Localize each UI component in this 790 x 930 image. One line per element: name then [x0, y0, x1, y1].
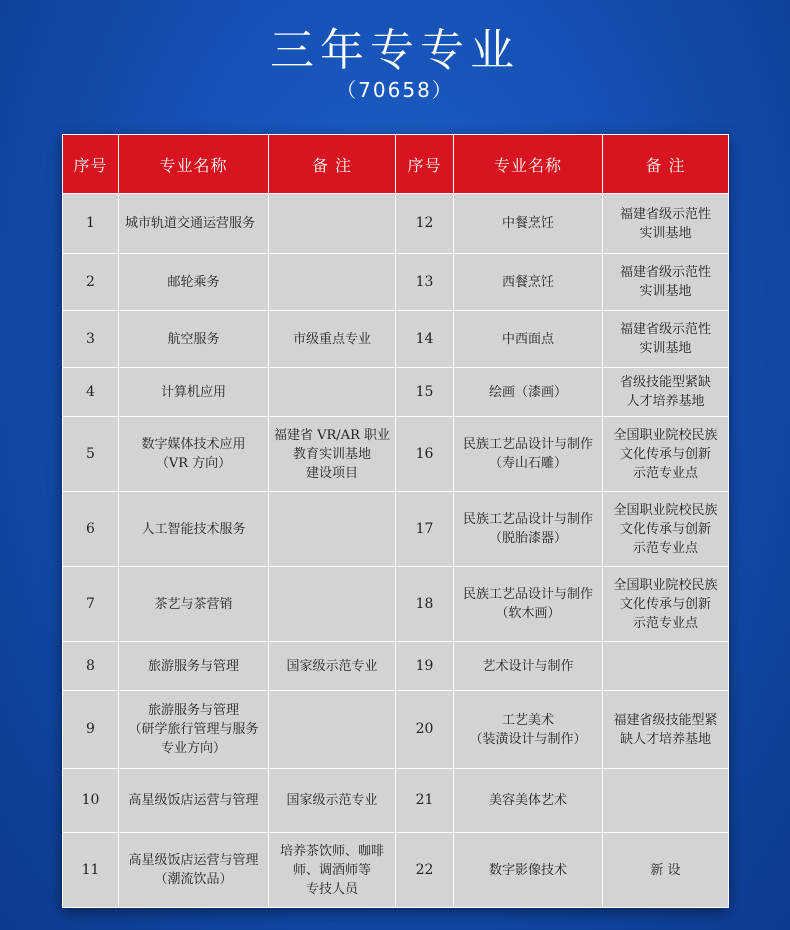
table-row: [63, 833, 729, 908]
table-header-row: [63, 135, 729, 194]
row-number: 5: [63, 417, 119, 492]
major-name: 旅游服务与管理: [119, 642, 269, 691]
remark: [269, 567, 396, 642]
major-name: 航空服务: [119, 311, 269, 368]
table-row: [63, 194, 729, 254]
table-row: [63, 417, 729, 492]
table-row: [63, 254, 729, 311]
remark-right: 新 设: [603, 833, 729, 908]
remark: [269, 492, 396, 567]
row-number: 1: [63, 194, 119, 254]
majors-table: [62, 134, 729, 908]
row-number-right: 18: [396, 567, 454, 642]
major-name: 高星级饭店运营与管理 （潮流饮品）: [119, 833, 269, 908]
header-major-name-right: 专业名称: [454, 135, 603, 194]
major-name-right: 民族工艺品设计与制作 （脱胎漆器）: [454, 492, 603, 567]
header-number: 序号: [63, 135, 119, 194]
majors-table-wrapper: [62, 134, 728, 908]
row-number: 3: [63, 311, 119, 368]
row-number: 2: [63, 254, 119, 311]
table-row: [63, 567, 729, 642]
major-name-right: 民族工艺品设计与制作 （软木画）: [454, 567, 603, 642]
row-number: 9: [63, 691, 119, 769]
major-name: 城市轨道交通运营服务: [119, 194, 269, 254]
row-number-right: 19: [396, 642, 454, 691]
table-row: [63, 642, 729, 691]
row-number-right: 20: [396, 691, 454, 769]
remark: 福建省 VR/AR 职业 教育实训基地 建设项目: [269, 417, 396, 492]
program-count: （70658）: [336, 78, 454, 102]
row-number-right: 14: [396, 311, 454, 368]
header-number-right: 序号: [396, 135, 454, 194]
table-row: [63, 691, 729, 769]
major-name-right: 中西面点: [454, 311, 603, 368]
row-number: 6: [63, 492, 119, 567]
major-name: 数字媒体技术应用 （VR 方向）: [119, 417, 269, 492]
row-number: 7: [63, 567, 119, 642]
row-number: 4: [63, 368, 119, 417]
remark-right: 全国职业院校民族 文化传承与创新 示范专业点: [603, 567, 729, 642]
remark: 培养茶饮师、咖啡 师、调酒师等 专技人员: [269, 833, 396, 908]
header-major-name: 专业名称: [119, 135, 269, 194]
major-name-right: 美容美体艺术: [454, 769, 603, 833]
major-name: 高星级饭店运营与管理: [119, 769, 269, 833]
remark-right: 全国职业院校民族 文化传承与创新 示范专业点: [603, 492, 729, 567]
major-name: 计算机应用: [119, 368, 269, 417]
row-number: 10: [63, 769, 119, 833]
major-name: 人工智能技术服务: [119, 492, 269, 567]
header-remark-right: 备 注: [603, 135, 729, 194]
remark: 市级重点专业: [269, 311, 396, 368]
remark-right: [603, 642, 729, 691]
remark: [269, 691, 396, 769]
row-number-right: 15: [396, 368, 454, 417]
major-name: 邮轮乘务: [119, 254, 269, 311]
row-number-right: 12: [396, 194, 454, 254]
remark: [269, 254, 396, 311]
remark-right: 福建省级示范性 实训基地: [603, 194, 729, 254]
remark: 国家级示范专业: [269, 769, 396, 833]
row-number-right: 17: [396, 492, 454, 567]
row-number-right: 16: [396, 417, 454, 492]
remark-right: 福建省级示范性 实训基地: [603, 311, 729, 368]
major-name-right: 绘画（漆画）: [454, 368, 603, 417]
row-number: 8: [63, 642, 119, 691]
table-row: [63, 492, 729, 567]
row-number-right: 13: [396, 254, 454, 311]
remark-right: [603, 769, 729, 833]
remark: [269, 368, 396, 417]
page-title: 三年专专业: [270, 25, 520, 76]
row-number-right: 21: [396, 769, 454, 833]
major-name-right: 中餐烹饪: [454, 194, 603, 254]
remark-right: 全国职业院校民族 文化传承与创新 示范专业点: [603, 417, 729, 492]
remark-right: 福建省级技能型紧 缺人才培养基地: [603, 691, 729, 769]
table-row: [63, 311, 729, 368]
header-remark: 备 注: [269, 135, 396, 194]
major-name: 旅游服务与管理 （研学旅行管理与服务 专业方向）: [119, 691, 269, 769]
major-name-right: 艺术设计与制作: [454, 642, 603, 691]
table-row: [63, 769, 729, 833]
remark: 国家级示范专业: [269, 642, 396, 691]
major-name-right: 西餐烹饪: [454, 254, 603, 311]
table-row: [63, 368, 729, 417]
row-number: 11: [63, 833, 119, 908]
major-name-right: 工艺美术 （装潢设计与制作）: [454, 691, 603, 769]
major-name-right: 数字影像技术: [454, 833, 603, 908]
remark-right: 福建省级示范性 实训基地: [603, 254, 729, 311]
major-name-right: 民族工艺品设计与制作 （寿山石雕）: [454, 417, 603, 492]
remark-right: 省级技能型紧缺 人才培养基地: [603, 368, 729, 417]
remark: [269, 194, 396, 254]
major-name: 茶艺与茶营销: [119, 567, 269, 642]
row-number-right: 22: [396, 833, 454, 908]
